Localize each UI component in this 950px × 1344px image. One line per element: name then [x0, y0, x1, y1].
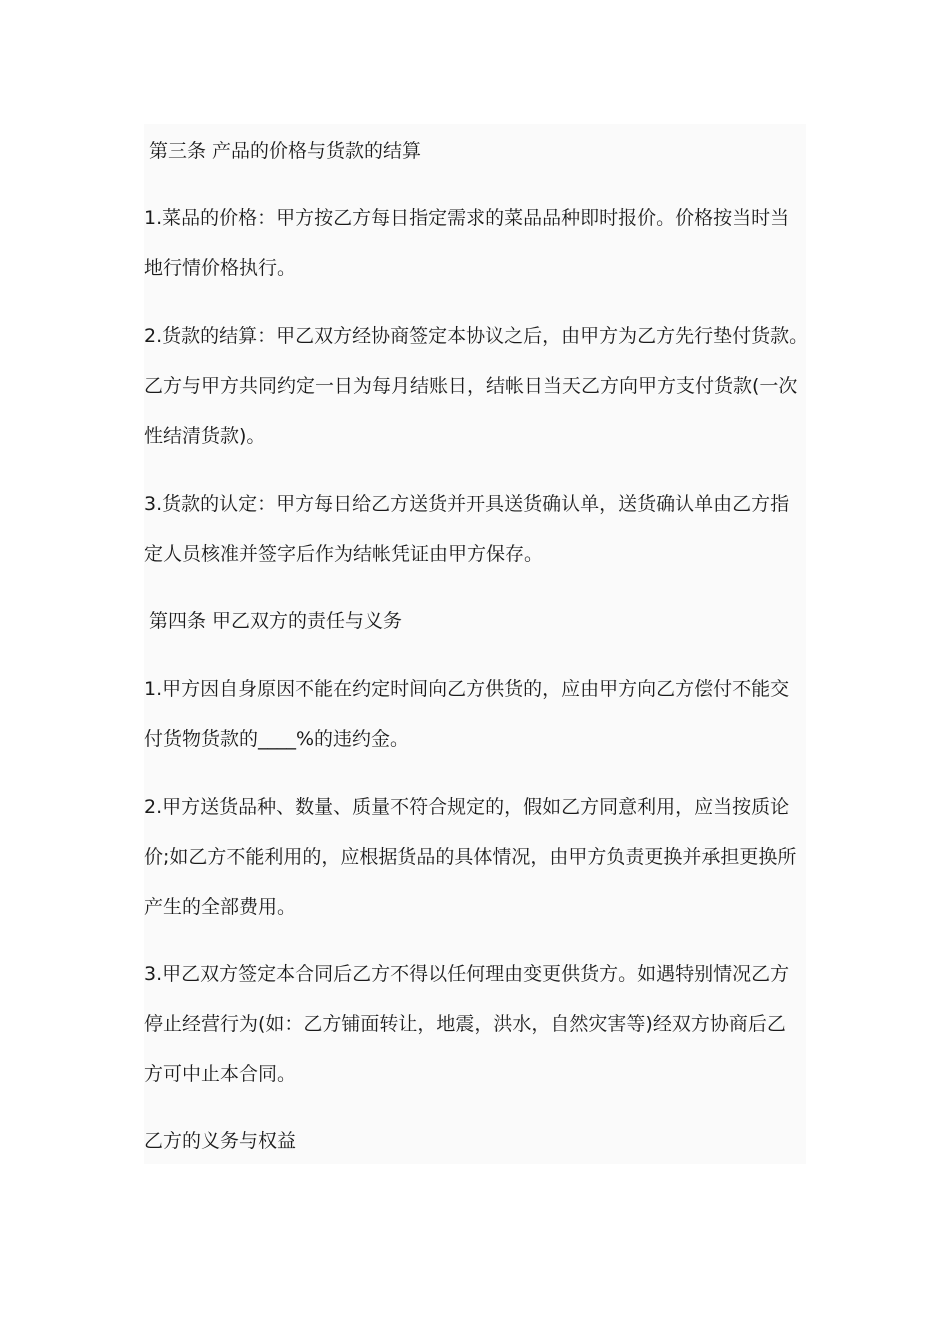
clause-3-2	[144, 311, 809, 461]
clause-4-1	[144, 664, 806, 764]
subheading-party-b-obligations: 乙方的义务与权益	[144, 1130, 297, 1152]
clause-line: 停止经营行为(如：乙方铺面转让，地震，洪水，自然灾害等)经双方协商后乙	[144, 1013, 786, 1035]
clause-line: 3.货款的认定：甲方每日给乙方送货并开具送货确认单，送货确认单由乙方指	[144, 493, 790, 515]
section-heading-article-3: 第三条 产品的价格与货款的结算	[149, 140, 422, 162]
clause-line: 方可中止本合同。	[144, 1063, 297, 1085]
clause-line: 地行情价格执行。	[144, 257, 297, 279]
clause-line: 1.甲方因自身原因不能在约定时间向乙方供货的，应由甲方向乙方偿付不能交	[144, 678, 790, 700]
document-body	[144, 124, 809, 1164]
clause-line: 3.甲乙双方签定本合同后乙方不得以任何理由变更供货方。如遇特别情况乙方	[144, 963, 790, 985]
clause-3-3	[144, 479, 806, 579]
clause-line: 付货物货款的____%的违约金。	[144, 728, 410, 750]
clause-4-3	[144, 949, 806, 1099]
clause-line: 1.菜品的价格：甲方按乙方每日指定需求的菜品品种即时报价。价格按当时当	[144, 207, 790, 229]
clause-line: 价;如乙方不能利用的，应根据货品的具体情况，由甲方负责更换并承担更换所	[144, 846, 797, 868]
clause-line: 2.货款的结算：甲乙双方经协商签定本协议之后，由甲方为乙方先行垫付货款。	[144, 325, 809, 347]
clause-line: 性结清货款)。	[144, 425, 266, 447]
clause-3-1	[144, 193, 806, 293]
clause-line: 产生的全部费用。	[144, 896, 297, 918]
clause-4-2	[144, 782, 806, 932]
section-heading-article-4: 第四条 甲乙双方的责任与义务	[149, 610, 403, 632]
clause-line: 定人员核准并签字后作为结帐凭证由甲方保存。	[144, 543, 544, 565]
clause-line: 2.甲方送货品种、数量、质量不符合规定的，假如乙方同意利用，应当按质论	[144, 796, 790, 818]
clause-line: 乙方与甲方共同约定一日为每月结账日，结帐日当天乙方向甲方支付货款(一次	[144, 375, 798, 397]
